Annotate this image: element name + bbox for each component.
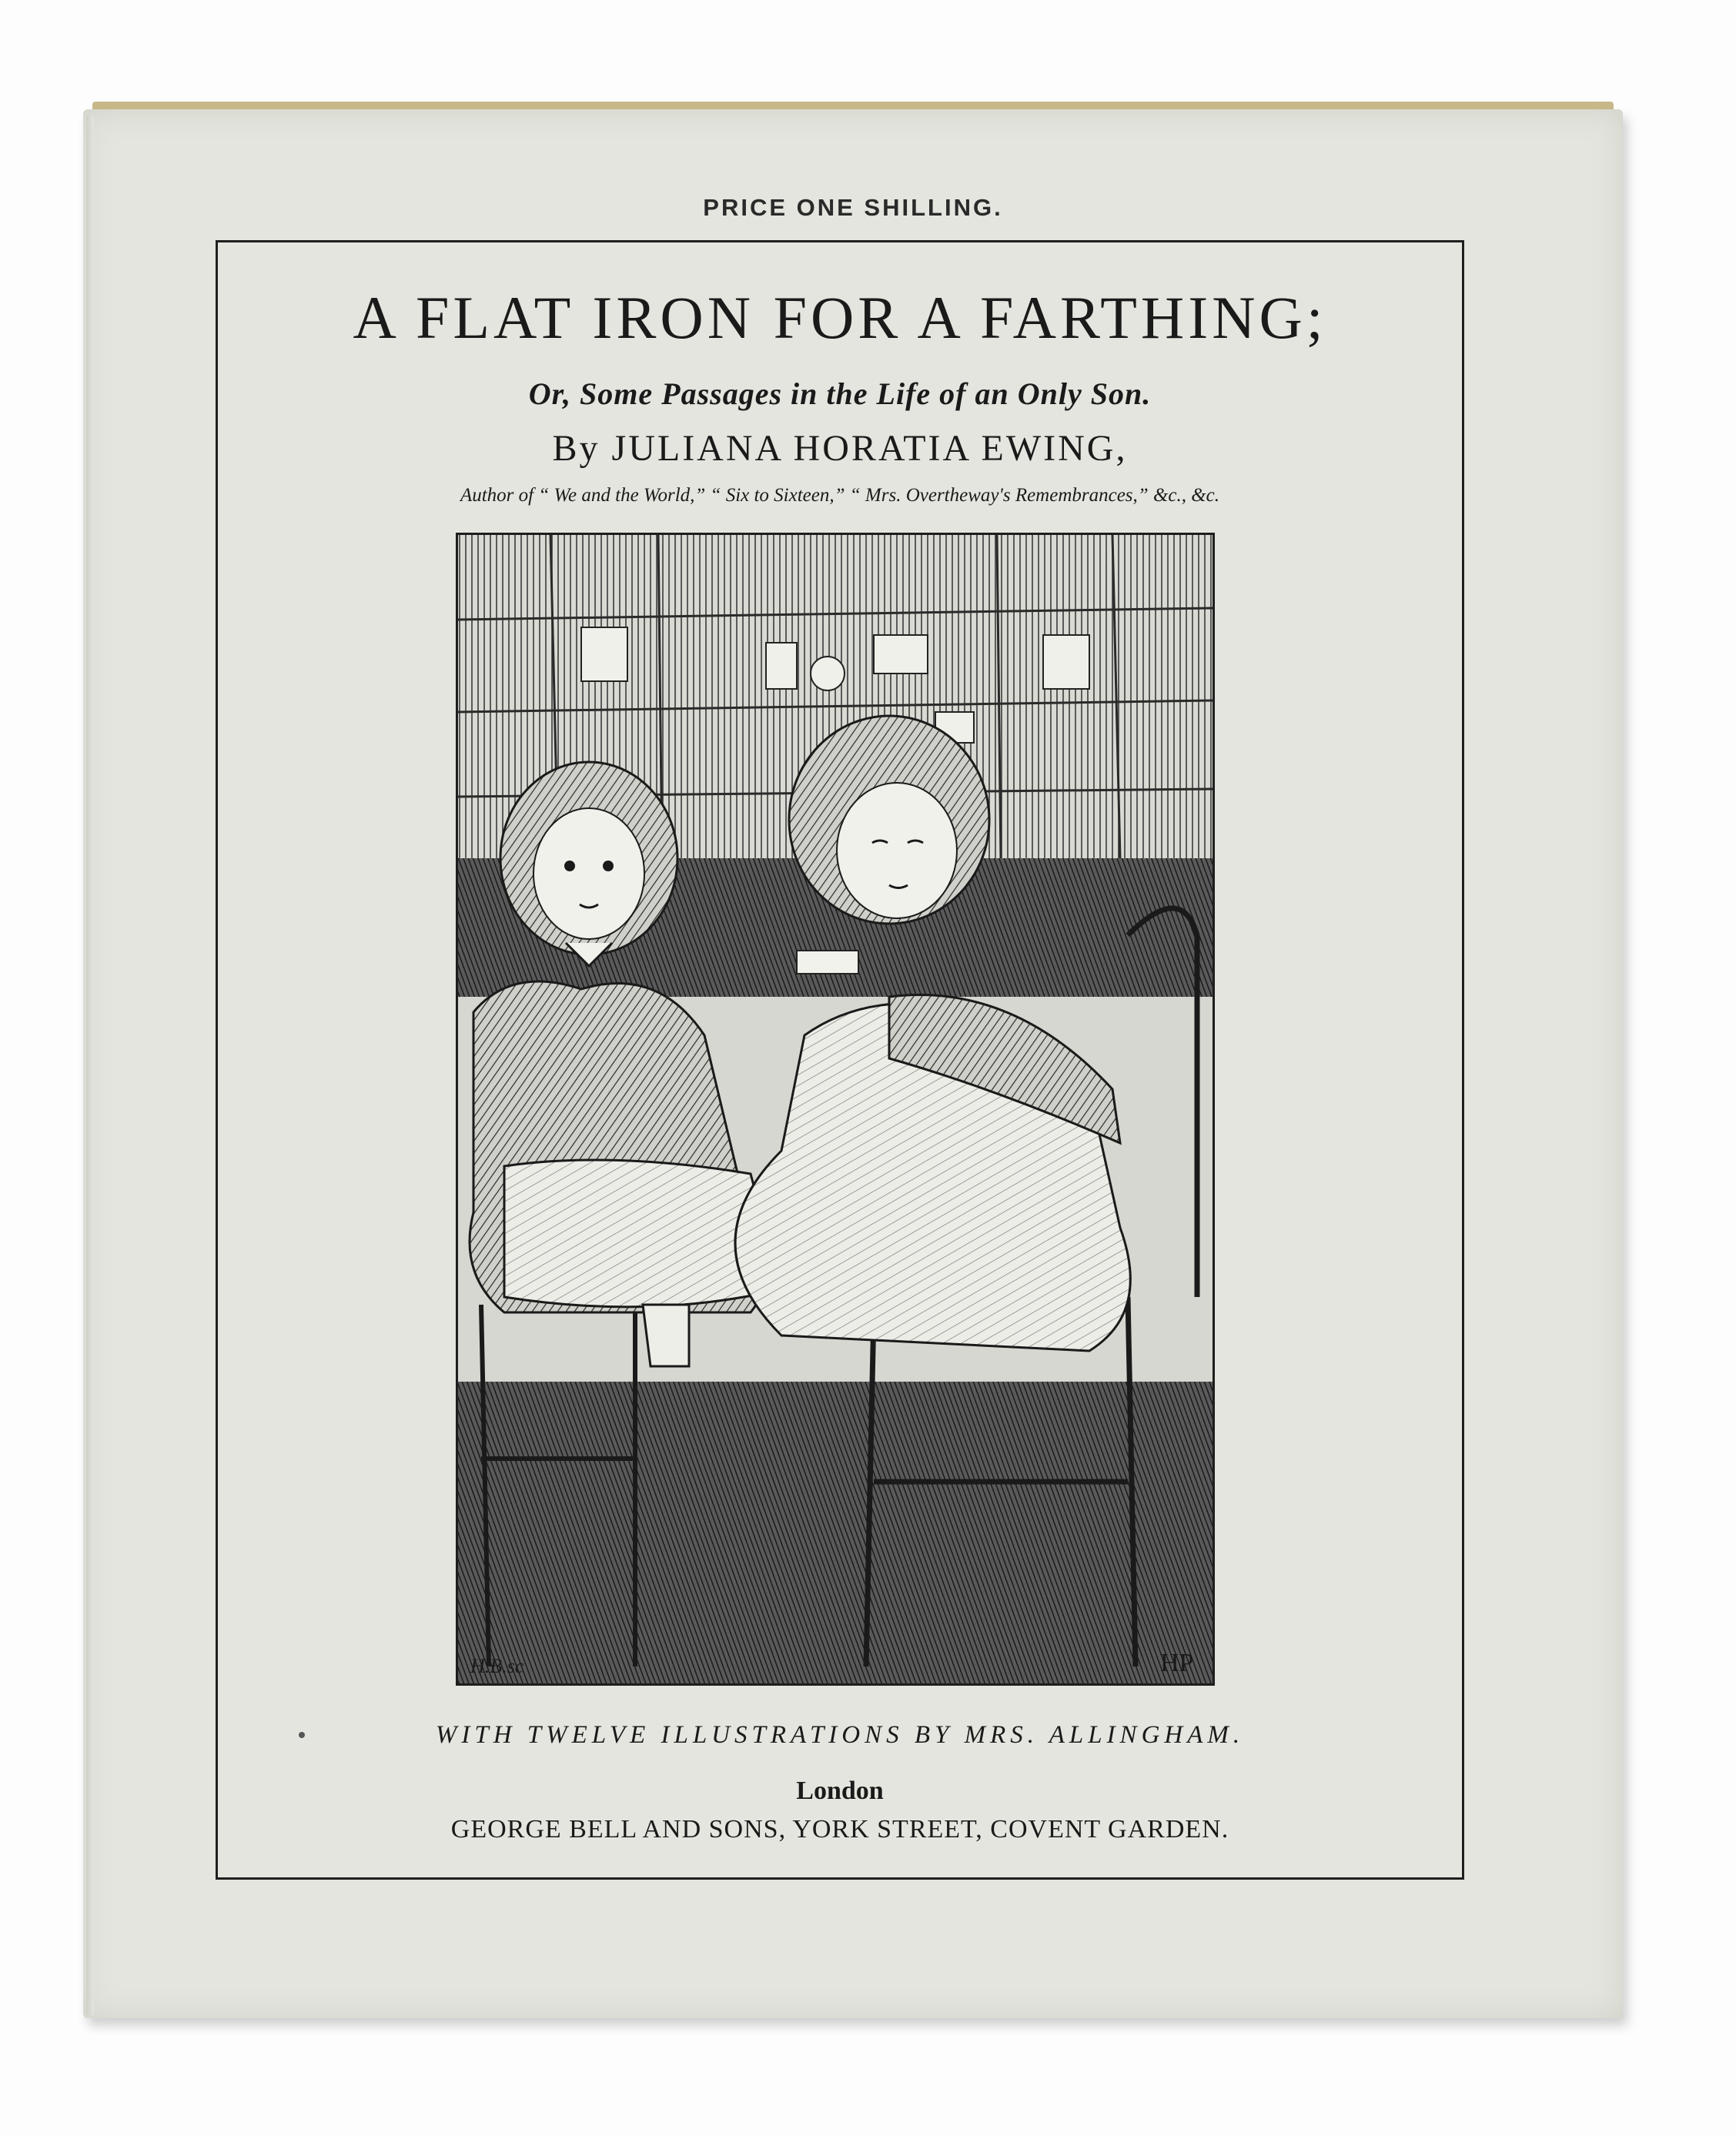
price-label: PRICE ONE SHILLING.: [703, 194, 1003, 221]
publication-city: London: [796, 1777, 884, 1805]
publisher-imprint: GEORGE BELL AND SONS, YORK STREET, COVENT GARDEN.: [450, 1815, 1229, 1844]
teacup: [797, 951, 858, 974]
right-girl-face: [837, 783, 957, 918]
author-byline: By JULIANA HORATIA EWING,: [552, 428, 1128, 469]
artist-monogram: HP: [1160, 1649, 1194, 1677]
frontispiece-engraving: [456, 533, 1215, 1686]
author-other-works: Author of “ We and the World,” “ Six to Sixteen,” “ Mrs. Overtheway's Remembrances,” &c., &c.: [460, 485, 1220, 506]
floor: [458, 1382, 1213, 1683]
engraving-two-girls-illustration: [458, 535, 1213, 1683]
book-title: A FLAT IRON FOR A FARTHING;: [353, 284, 1327, 351]
engraver-signature: H.B.sc: [470, 1655, 524, 1677]
book-spine-edge: [86, 115, 94, 2015]
illustrations-credit: WITH TWELVE ILLUSTRATIONS BY MRS. ALLINGHAM.: [435, 1721, 1245, 1749]
left-girl-face: [534, 808, 644, 939]
book-subtitle: Or, Some Passages in the Life of an Only Son.: [528, 376, 1152, 411]
